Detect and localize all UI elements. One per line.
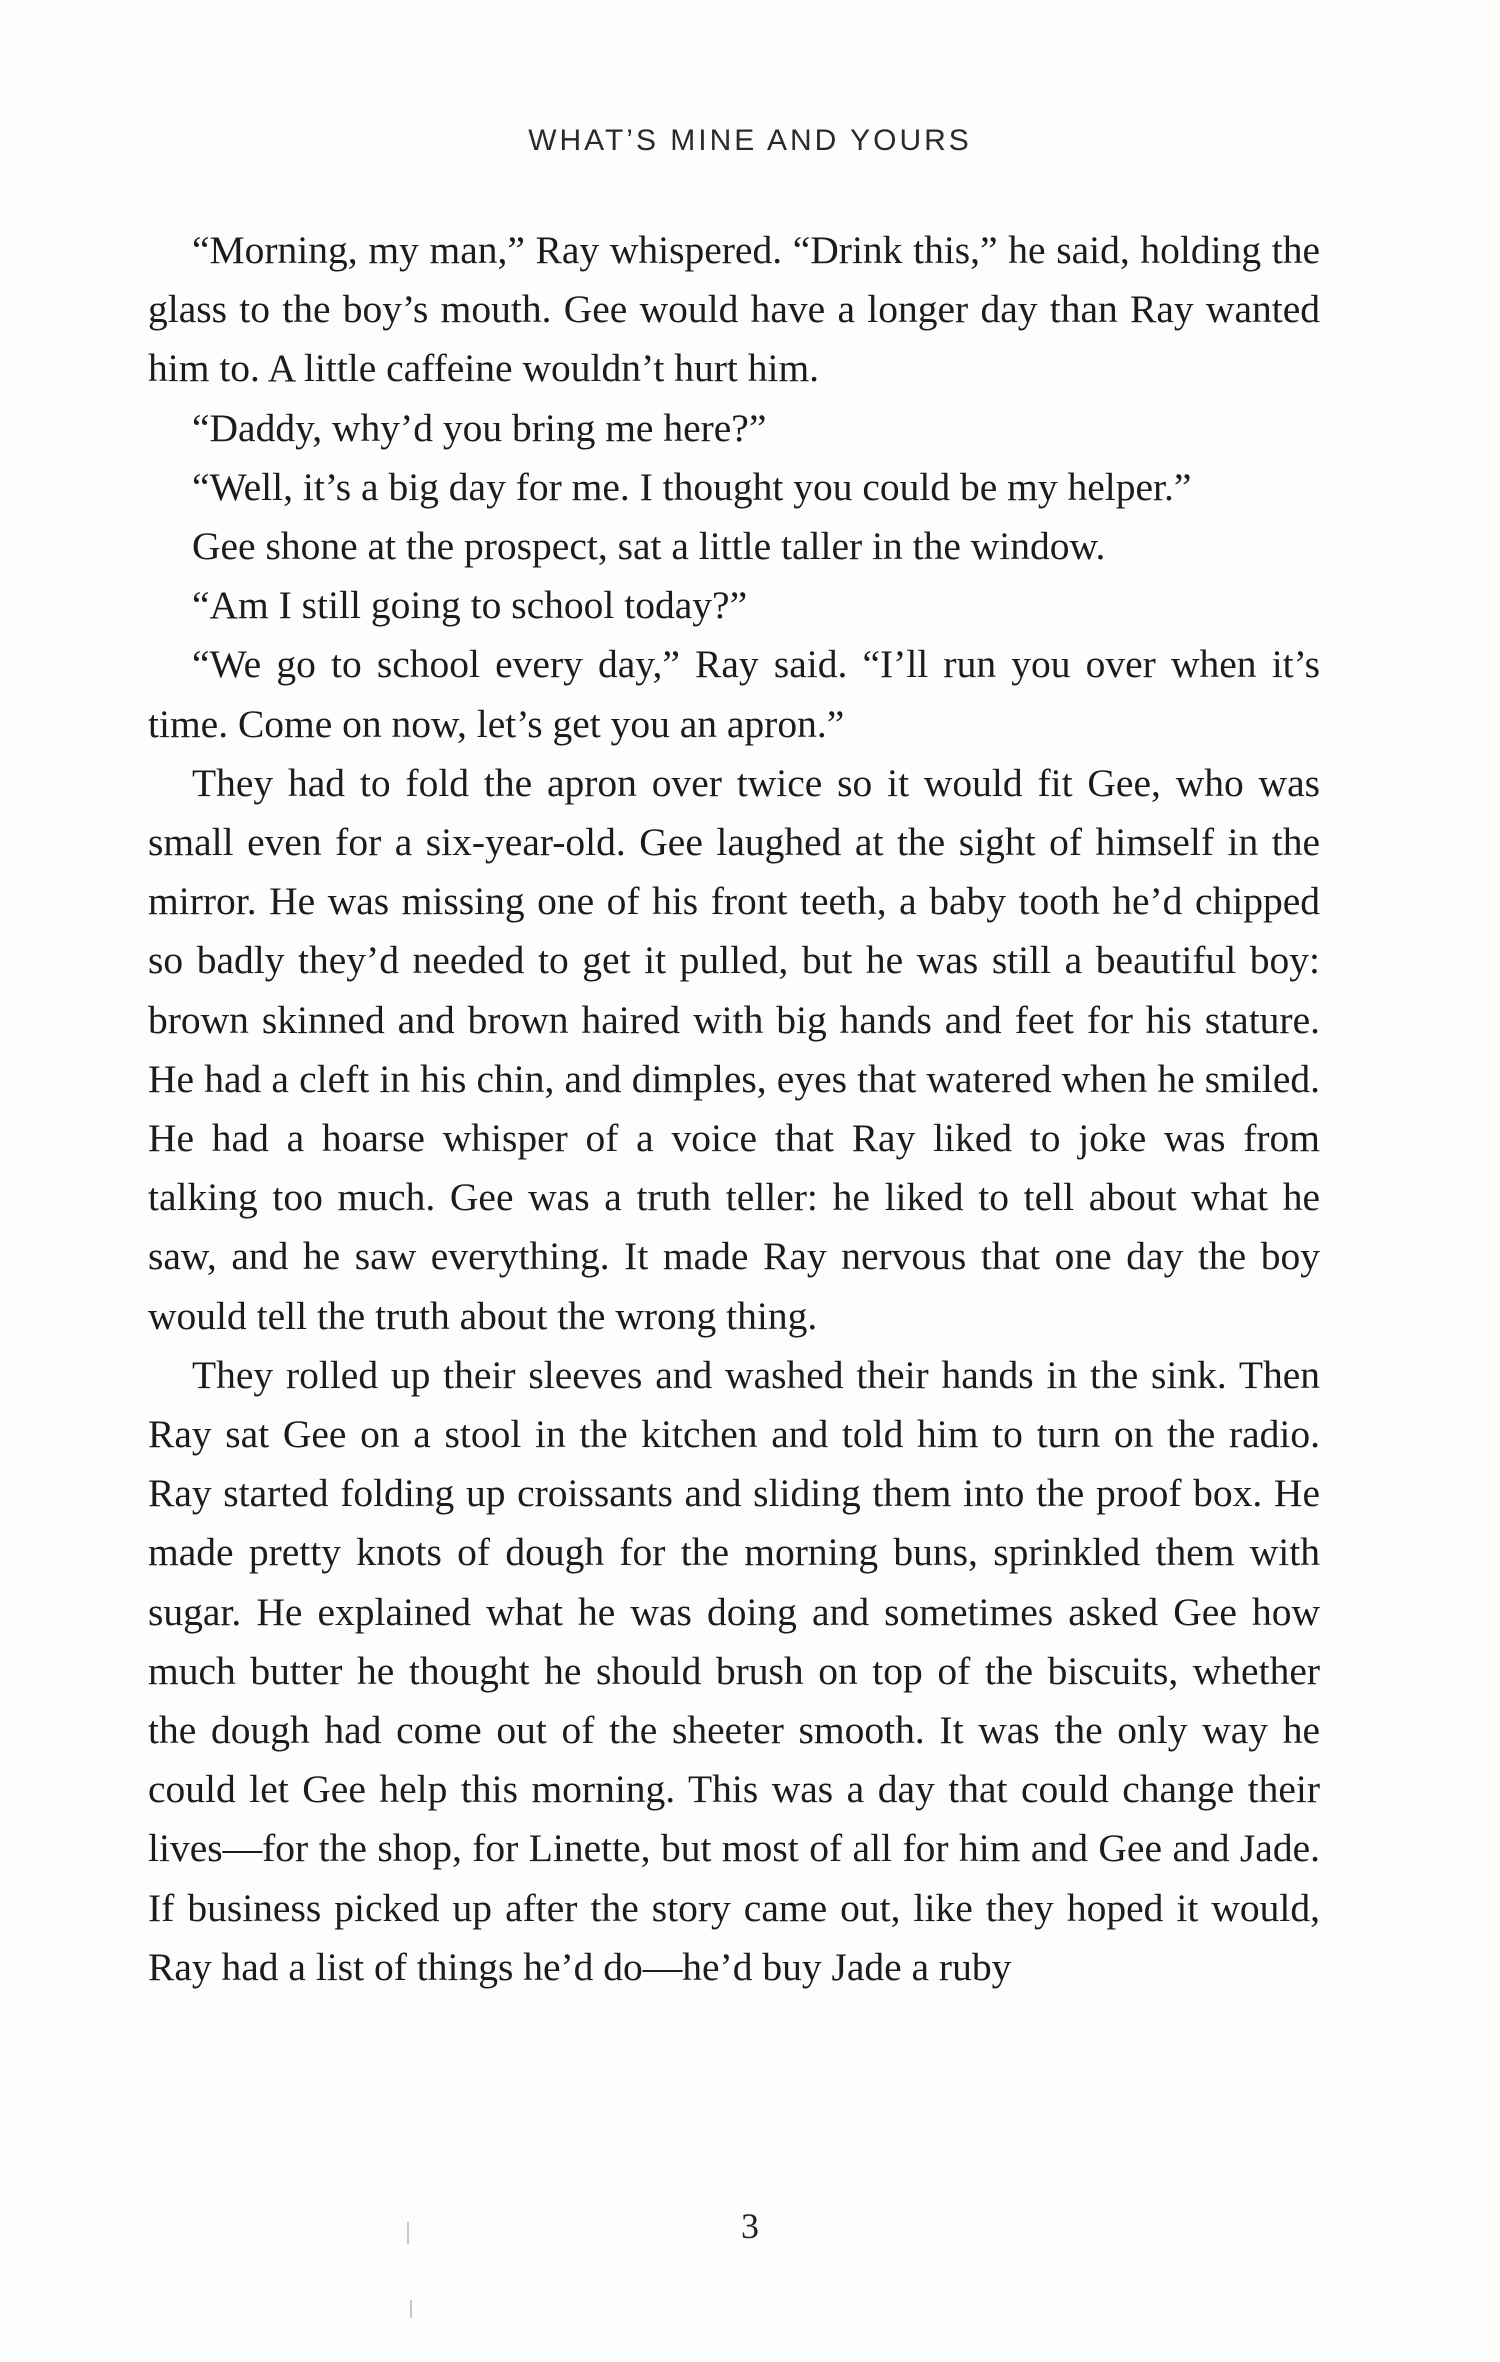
scan-artifact-mark xyxy=(410,2300,412,2318)
page-number: 3 xyxy=(741,2206,759,2246)
paragraph-6: “We go to school every day,” Ray said. “I’ll run you over when it’s time. Come on now, let’s get you an apron.” xyxy=(148,642,1320,746)
paragraph-7: They had to fold the apron over twice so it would fit Gee, who was small even for a six-year-old. Gee laughed at the sight of himself in the mirror. He was missing one of his front teeth, a baby tooth he’d chipped so badly they’d needed to get it pulled, but he was still a beautiful boy: brown skinned and brown haired with big hands and feet for his stature. He had a cleft in his chin, and dimples, eyes that watered when he smiled. He had a hoarse whisper of a voice that Ray liked to joke was from talking too much. Gee was a truth teller: he liked to tell about what he saw, and he saw everything. It made Ray nervous that one day the boy would tell the truth about the wrong thing. xyxy=(148,760,1320,1338)
paragraph-4: Gee shone at the prospect, sat a little taller in the window. xyxy=(192,524,1106,569)
paragraph-1: “Morning, my man,” Ray whispered. “Drink this,” he said, holding the glass to the boy’s mouth. Gee would have a longer day than Ray wanted him to. A little caffeine wouldn’t hurt him. xyxy=(148,228,1320,391)
paragraph-5: “Am I still going to school today?” xyxy=(192,583,748,628)
scan-artifact-mark xyxy=(407,2222,409,2244)
paragraph-2: “Daddy, why’d you bring me here?” xyxy=(192,405,767,450)
paragraph-8: They rolled up their sleeves and washed their hands in the sink. Then Ray sat Gee on a stool in the kitchen and told him to turn on the radio. Ray started folding up croissants and sliding them into the proof box. He made pretty knots of dough for the morning buns, sprinkled them with sugar. He explained what he was doing and sometimes asked Gee how much butter he thought he should brush on top of the biscuits, whether the dough had come out of the sheeter smooth. It was the only way he could let Gee help this morning. This was a day that could change their lives—for the shop, for Linette, but most of all for him and Gee and Jade. If business picked up after the story came out, like they hoped it would, Ray had a list of things he’d do—he’d buy Jade a ruby xyxy=(148,1352,1320,1989)
paragraph-3: “Well, it’s a big day for me. I thought you could be my helper.” xyxy=(192,464,1192,509)
body-text xyxy=(148,221,1320,1997)
running-head: WHAT’S MINE AND YOURS xyxy=(528,124,972,157)
